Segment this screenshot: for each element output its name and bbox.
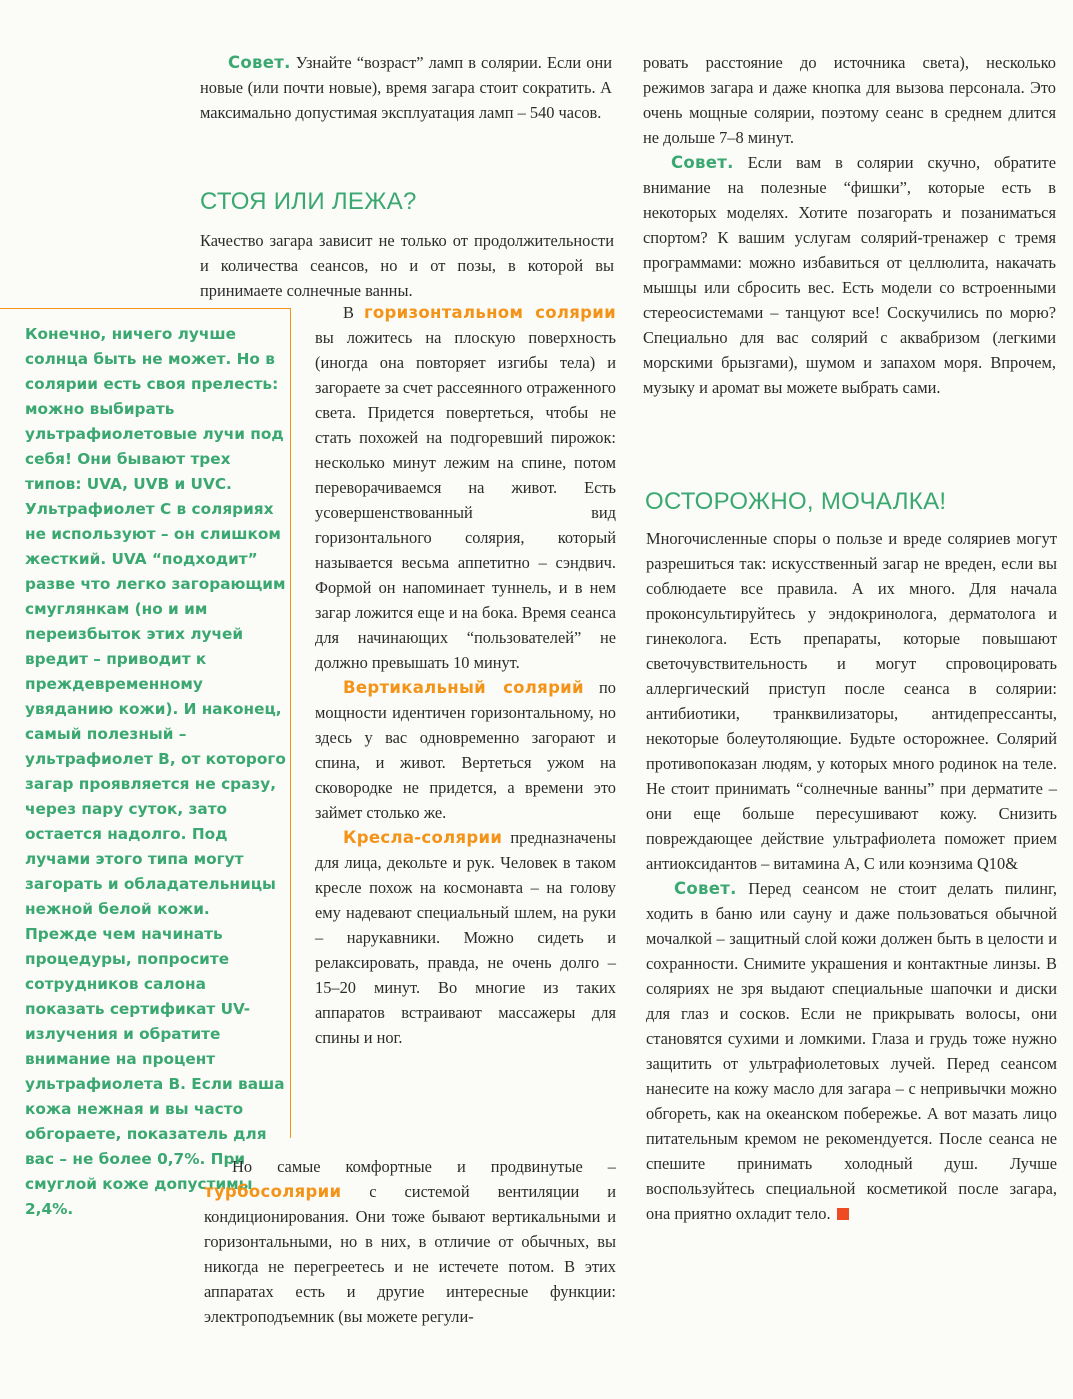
safety-paragraph: Многочисленные споры о пользе и вреде соляриев могут разрешиться так: искусственный загар не вреден, если вы соблюдаете все правила. А их много. Для начала проконсультируйтесь у эндокринолога, дерматолога и гинеколога. Есть препараты, которые повышают светочувствительность и могут спровоцировать аллергический приступ после сеанса в солярии: антибиотики, транквилизаторы, антидепрессанты, некоторые болеутоляющие. Будьте осторожнее. Солярий противопоказан людям, у которых много родинок на теле. Не стоит принимать “солнечные ванны” при дерматите – они еще больше пересушивают кожу. Снизить повреждающее действие ультрафиолета поможет прием антиоксидантов – витамина A, C или коэнзима Q10& — [646, 529, 1057, 873]
tip-label: Совет. — [671, 153, 734, 172]
sidebar-paragraph-certificate: Прежде чем начинать процедуры, попросите сотрудников салона показать сертификат UV-излучения и обратите внимание на процент ультрафиолета B. Если ваша кожа нежная и вы часто обгораете, показатель для вас – не более 0,7%. При смуглой коже допустимы 2,4%. — [25, 925, 285, 1218]
turbo-continuation: ровать расстояние до источника света), несколько режимов загара и даже кнопка для вызова персонала. Это очень мощные солярии, поэтому сеанс в среднем длится не дольше 7–8 минут. — [643, 53, 1056, 147]
chair-solarium-paragraph: Кресла-солярии предназначены для лица, декольте и рук. Человек в таком кресле похож на космонавта – на голову ему надевают специальный шлем, на руки – нарукавники. Можно сидеть и релаксировать, правда, не очень долго – 15–20 минут. Во многие из таких аппаратов встраивают массажеры для спины и ног. — [315, 828, 616, 1047]
sidebar-box — [25, 322, 287, 1222]
intro-text: Качество загара зависит не только от продолжительности и количества сеансов, но и от позы, в которой вы принимаете солнечные ванны. — [200, 231, 614, 300]
tip-features: Совет. Если вам в солярии скучно, обратите внимание на полезные “фишки”, которые есть в некоторых моделях. Хотите позагорать и позаниматься спортом? К вашим услугам солярий-тренажер с тремя программами: можно избавиться от целлюлита, накачать мышцы или сбросить вес. Есть модели со встроенными стереосистемами – танцуют все! Соскучились по морю? Специально для вас солярий с аквабризом (легкими морскими брызгами), шумом и запахом моря. Впрочем, музыку и аромат вы можете выбрать сами. — [643, 153, 1056, 397]
turbo-solarium-paragraph: Но самые комфортные и продвинутые – турбосолярии с системой вентиляции и кондиционирования. Они тоже бывают вертикальными и горизонтальными, но в них, в отличие от обычных, вы никогда не перегреетесь и не истечете потом. В этих аппаратах есть и другие интересные функции: электроподъемник (вы можете регули- — [204, 1157, 616, 1326]
horizontal-solarium-paragraph: В горизонтальном солярии вы ложитесь на плоскую поверхность (иногда она повторяет изгибы тела) и загораете за счет рассеянного отраженного света. Придется повертеться, чтобы не стать похожей на подгоревший пирожок: несколько минут лежим на спине, потом переворачиваемся на живот. Есть усовершенствованный вид горизонтального солярия, который называется весьма аппетитно – сэндвич. Формой он напоминает туннель, и в нем загар ложится еще и на бока. Время сеанса для начинающих “пользователей” не должно превышать 10 минут. — [315, 303, 616, 672]
right-column-top — [643, 50, 1056, 400]
end-of-article-square-icon — [837, 1208, 849, 1220]
tip-before-session: Совет. Перед сеансом не стоит делать пилинг, ходить в баню или сауну и даже пользоваться обычной мочалкой – защитный слой кожи должен быть в целости и сохранности. Снимите украшения и контактные линзы. В соляриях не зря выдают специальные шапочки и диски для глаз и сосков. Если не прикрывать волосы, они становятся сухими и ломкими. Глаза и грудь тоже нужно защитить от ультрафиолетовых лучей. Перед сеансом нанесите на кожу масло для загара – с непривычки можно обгореть, как на океанском побережье. А вот мазать лицо питательным кремом не рекомендуется. После сеанса не спешите принимать холодный душ. Лучше воспользуйтесь специальной косметикой после загара, она приятно охладит тело. — [646, 879, 1057, 1223]
right-column-bottom — [646, 526, 1057, 1226]
chair-solarium-label: Кресла-солярии — [343, 828, 503, 847]
vertical-solarium-label: Вертикальный солярий — [343, 678, 584, 697]
intro-paragraph — [200, 228, 614, 303]
horizontal-solarium-label: горизонтальном солярии — [363, 303, 616, 322]
sidebar-paragraph-uv-types: Конечно, ничего лучше солнца быть не может. Но в солярии есть своя прелесть: можно выбирать ультрафиолетовые лучи под себя! Они бывают трех типов: UVA, UVB и UVC. Ультрафиолет C в соляриях не используют – он слишком жесткий. UVA “подходит” разве что легко загорающим смуглянкам (но и им переизбыток этих лучей вредит – приводит к преждевременному увяданию кожи). И наконец, самый полезный – ультрафиолет B, от которого загар проявляется не сразу, через пару суток, зато остается надолго. Под лучами этого типа могут загорать и обладательницы нежной белой кожи. — [25, 325, 286, 918]
solarium-types-column — [315, 300, 616, 1050]
tip-label: Совет. — [674, 879, 737, 898]
vertical-solarium-paragraph: Вертикальный солярий по мощности идентичен горизонтальному, но здесь у вас одновременно загорают и спина, и живот. Вертеться ужом на сковородке не придется, а времени это займет столько же. — [315, 678, 616, 822]
tip-label: Совет. — [228, 53, 291, 72]
section-heading-standing-or-lying: СТОЯ ИЛИ ЛЕЖА? — [200, 188, 417, 215]
tip-lamps — [200, 50, 612, 125]
section-heading-careful-washcloth: ОСТОРОЖНО, МОЧАЛКА! — [645, 488, 947, 515]
turbo-solarium-label: турбосолярии — [204, 1182, 342, 1201]
tip-text: Узнайте “возраст” ламп в солярии. Если они новые (или почти новые), время загара стоит сократить. А максимально допустимая эксплуатация ламп – 540 часов. — [200, 53, 612, 122]
